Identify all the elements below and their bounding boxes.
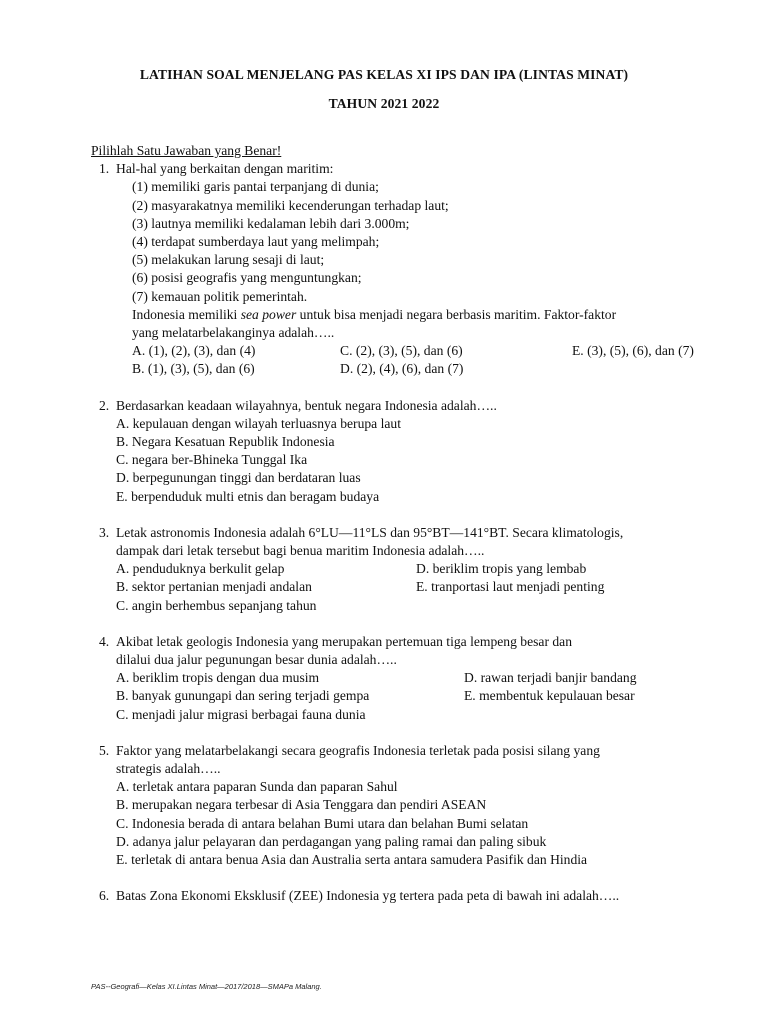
option-e: E. (3), (5), (6), dan (7) xyxy=(572,343,694,359)
option-row xyxy=(116,669,711,687)
option-e: E. tranportasi laut menjadi penting xyxy=(416,579,605,595)
option-b: B. merupakan negara terbesar di Asia Tenggara dan pendiri ASEAN xyxy=(116,797,487,813)
list-item: (1) memiliki garis pantai terpanjang di dunia; xyxy=(132,179,379,195)
document-title: LATIHAN SOAL MENJELANG PAS KELAS XI IPS DAN IPA (LINTAS MINAT) xyxy=(139,67,629,82)
option-b: B. sektor pertanian menjadi andalan xyxy=(116,579,312,595)
option-row xyxy=(116,706,711,724)
question-number: 6. xyxy=(99,888,110,904)
option-e: E. membentuk kepulauan besar xyxy=(464,688,635,704)
question-number: 5. xyxy=(99,742,110,758)
option-e: E. berpenduduk multi etnis dan beragam budaya xyxy=(116,488,380,504)
question-2 xyxy=(99,397,711,506)
list-item: (5) melakukan larung sesaji di laut; xyxy=(132,252,325,268)
question-number: 1. xyxy=(99,161,110,177)
question-stem: dampak dari letak tersebut bagi benua maritim Indonesia adalah….. xyxy=(116,543,485,559)
option-b: B. (1), (3), (5), dan (6) xyxy=(132,361,255,377)
question-text xyxy=(132,306,711,324)
option-row xyxy=(132,342,711,360)
list-item: (2) masyarakatnya memiliki kecenderungan terhadap laut; xyxy=(132,197,449,213)
option-d: D. adanya jalur pelayaran dan perdagangan yang paling ramai dan paling sibuk xyxy=(116,833,547,849)
question-stem: Berdasarkan keadaan wilayahnya, bentuk negara Indonesia adalah….. xyxy=(116,397,497,413)
question-stem: Letak astronomis Indonesia adalah 6°LU—11°LS dan 95°BT—141°BT. Secara klimatologis, xyxy=(116,524,624,540)
option-d: D. beriklim tropis yang lembab xyxy=(416,561,587,577)
italic-term: sea power xyxy=(240,306,297,322)
question-6 xyxy=(99,887,711,905)
option-row xyxy=(132,360,711,378)
question-stem: dilalui dua jalur pegunungan besar dunia adalah….. xyxy=(116,652,397,667)
text-part: untuk bisa menjadi negara berbasis maritim. Faktor-faktor xyxy=(296,306,617,322)
question-4 xyxy=(99,633,711,724)
option-a: A. terletak antara paparan Sunda dan paparan Sahul xyxy=(116,779,398,795)
question-1 xyxy=(99,160,711,378)
option-row xyxy=(116,597,711,615)
option-d: D. (2), (4), (6), dan (7) xyxy=(340,361,464,377)
option-b: B. Negara Kesatuan Republik Indonesia xyxy=(116,434,335,450)
question-5 xyxy=(99,742,711,869)
question-stem: Hal-hal yang berkaitan dengan maritim: xyxy=(116,161,334,177)
option-d: D. rawan terjadi banjir bandang xyxy=(464,670,637,686)
question-stem: Batas Zona Ekonomi Eksklusif (ZEE) Indonesia yg tertera pada peta di bawah ini adalah….. xyxy=(116,888,620,904)
question-number: 2. xyxy=(99,397,110,413)
page-footer: PAS--Geografi—Kelas XI.Lintas Minat—2017/2018—SMAPa Malang. xyxy=(91,982,322,991)
option-row xyxy=(116,560,711,578)
option-row xyxy=(116,578,711,596)
list-item: (6) posisi geografis yang menguntungkan; xyxy=(132,270,362,286)
option-a: A. kepulauan dengan wilayah terluasnya berupa laut xyxy=(116,415,401,431)
option-b: B. banyak gunungapi dan sering terjadi gempa xyxy=(116,688,370,704)
option-row xyxy=(116,687,711,705)
document-year: TAHUN 2021 2022 xyxy=(328,96,440,111)
option-e: E. terletak di antara benua Asia dan Australia serta antara samudera Pasifik dan Hindia xyxy=(116,851,588,867)
question-stem: Faktor yang melatarbelakangi secara geografis Indonesia terletak pada posisi silang yang xyxy=(116,742,600,758)
option-a: A. (1), (2), (3), dan (4) xyxy=(132,343,256,359)
option-c: C. angin berhembus sepanjang tahun xyxy=(116,597,317,613)
question-number: 3. xyxy=(99,524,110,540)
option-a: A. beriklim tropis dengan dua musim xyxy=(116,670,320,686)
option-c: C. Indonesia berada di antara belahan Bumi utara dan belahan Bumi selatan xyxy=(116,815,529,831)
text-part: Indonesia memiliki xyxy=(132,306,241,322)
question-3 xyxy=(99,524,711,615)
question-text: yang melatarbelakanginya adalah….. xyxy=(132,325,335,341)
list-item: (3) lautnya memiliki kedalaman lebih dari 3.000m; xyxy=(132,215,410,231)
option-d: D. berpegunungan tinggi dan berdataran luas xyxy=(116,470,361,486)
question-stem: strategis adalah….. xyxy=(116,760,221,776)
instruction: Pilihlah Satu Jawaban yang Benar! xyxy=(91,143,282,158)
option-c: C. negara ber-Bhineka Tunggal Ika xyxy=(116,452,308,468)
question-stem: Akibat letak geologis Indonesia yang merupakan pertemuan tiga lempeng besar dan xyxy=(116,633,572,649)
list-item: (7) kemauan politik pemerintah. xyxy=(132,288,308,304)
option-c: C. menjadi jalur migrasi berbagai fauna dunia xyxy=(116,706,366,722)
question-number: 4. xyxy=(99,633,110,649)
option-a: A. penduduknya berkulit gelap xyxy=(116,561,285,577)
question-sheet xyxy=(91,142,711,905)
list-item: (4) terdapat sumberdaya laut yang melimpah; xyxy=(132,234,380,250)
option-c: C. (2), (3), (5), dan (6) xyxy=(340,343,463,359)
